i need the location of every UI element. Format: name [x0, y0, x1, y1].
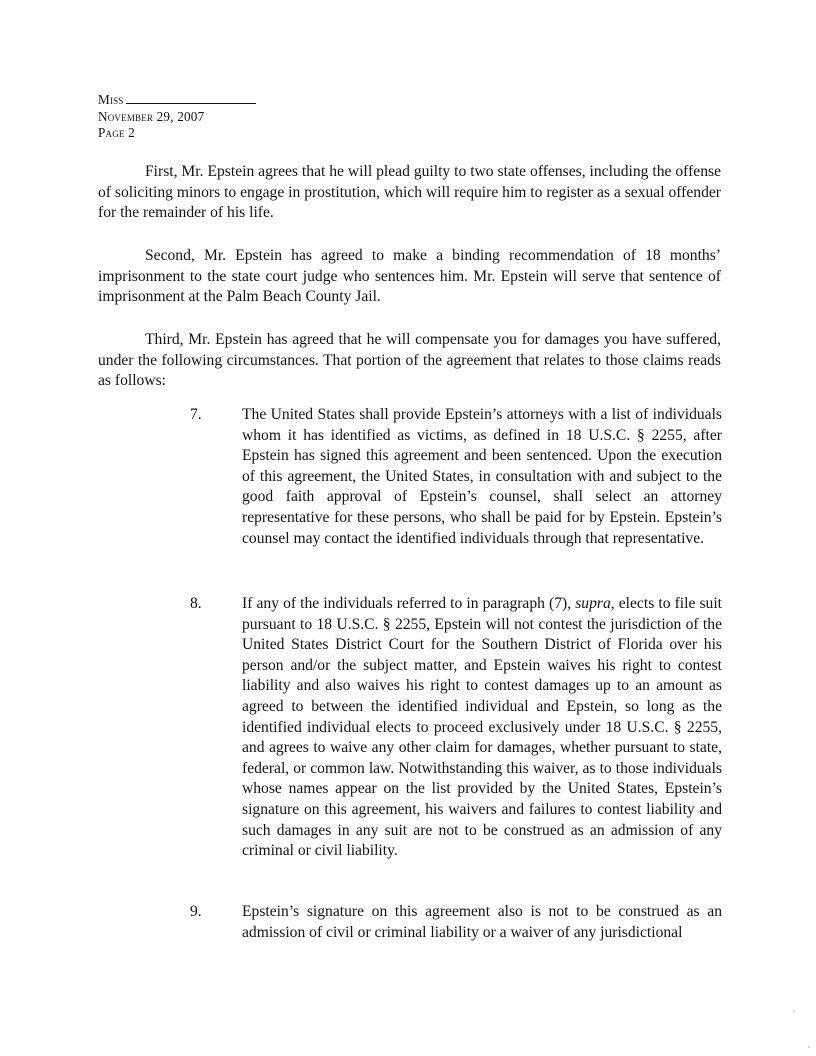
paragraph-second: Second, Mr. Epstein has agreed to make a binding recommendation of 18 months’ imprisonment to the state court judge who sentences him. Mr. Epstein will serve that sentence of imprisonment at the Palm Beach County Jail. — [98, 247, 721, 306]
page-number: Page 2 — [98, 125, 135, 140]
item-number: 9. — [190, 903, 202, 920]
item-text-italic: supra — [575, 595, 611, 612]
recipient-salutation: Miss — [98, 92, 124, 107]
scan-speck — [793, 1010, 795, 1012]
item-text: The United States shall provide Epstein’s attorneys with a list of individuals whom it has identified as victims, as defined in 18 U.S.C. § 2255, after Epstein has signed this agreement and been sentenced. Upon the execution of this agreement, the United States, in consultation with and subject to the good faith approval of Epstein’s counsel, shall select an attorney representative for these persons, who shall be paid for by Epstein. Epstein’s counsel may contact the identified individuals through that representative. — [242, 406, 722, 547]
letter-date: November 29, 2007 — [98, 108, 205, 124]
item-text-after: , elects to file suit pursuant to 18 U.S.C. § 2255, Epstein will not contest the jurisdiction of the United States District Court for the Southern District of Florida over his person and/or the subject matter, and Epstein waives his right to contest liability and also waives his right to contest damages up to an amount as agreed to between the identified individual and Epstein, so long as the identified individual elects to proceed exclusively under 18 U.S.C. § 2255, and agrees to waive any other claim for damages, whether pursuant to state, federal, or common law. Notwithstanding this waiver, as to those individuals whose names appear on the list provided by the United States, Epstein’s signature on this agreement, his waivers and failures to contest liability and such damages in any suit are not to be construed as an admission of any criminal or civil liability. — [242, 595, 722, 860]
redacted-name-blank — [126, 92, 256, 104]
item-text — [242, 594, 722, 862]
item-text: Epstein’s signature on this agreement also is not to be construed as an admission of civil or criminal liability or a waiver of any jurisdictional — [242, 903, 722, 941]
scan-speck — [808, 1046, 810, 1048]
paragraph-third: Third, Mr. Epstein has agreed that he will compensate you for damages you have suffered, under the following circumstances. That portion of the agreement that relates to those claims reads as follows: — [98, 331, 721, 390]
recipient-line — [98, 92, 256, 109]
letter-header — [98, 92, 256, 142]
item-number: 8. — [190, 595, 202, 612]
item-text-before: If any of the individuals referred to in paragraph (7), — [242, 595, 576, 612]
paragraph-first: First, Mr. Epstein agrees that he will plead guilty to two state offenses, including the offense of soliciting minors to engage in prostitution, which will require him to register as a sexual offender for the remainder of his life. — [98, 163, 721, 222]
item-number: 7. — [190, 406, 202, 423]
